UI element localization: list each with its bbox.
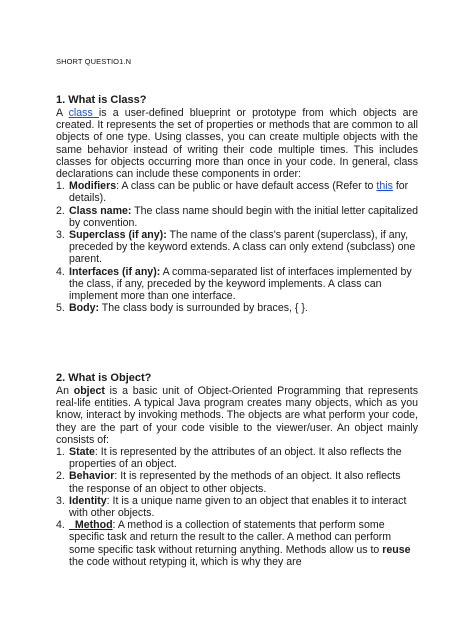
section-heading <box>56 93 418 107</box>
list-item-text: : It is represented by the methods of an object. It also reflects the response of an object to other objects. <box>69 470 401 495</box>
list-item-number: 4. <box>56 519 65 532</box>
list-item <box>56 302 418 314</box>
list-item-text: The name of the class's parent (superclass), if any, preceded by the keyword extends. A class can only extend (subclass) one parent. <box>69 229 416 266</box>
list-item <box>56 229 418 266</box>
list-item-number: 4. <box>56 265 65 278</box>
list-item-number: 2. <box>56 204 65 217</box>
intro-text-start: A <box>56 107 69 119</box>
heading-number: 1. <box>56 94 66 106</box>
intro-bold-term: object <box>73 385 105 397</box>
list-item-label: Class name: <box>69 204 132 217</box>
list-item-number: 1. <box>56 446 65 459</box>
list-item-text-end: for details). <box>69 180 409 205</box>
section-heading <box>56 371 418 385</box>
list-item-number: 1. <box>56 180 65 193</box>
class-components-list <box>56 180 418 314</box>
list-item-text: : It is a unique name given to an object that enables it to interact with other objects. <box>69 494 407 520</box>
intro-text-start: An <box>56 385 74 397</box>
list-item-bold-term: reuse <box>382 543 411 556</box>
list-item <box>56 519 418 568</box>
intro-text: is a basic unit of Object-Oriented Programming that represents real-life entities. A typical Java program creates many objects, which as you know, interact by invoking methods. The objects are what perform your code, they are the part of your code visible to the viewer/user. An object mainly consists of: <box>56 385 418 446</box>
section-intro-paragraph <box>56 107 418 180</box>
list-item-label: Superclass (if any): <box>69 229 167 242</box>
list-item-label: Modifiers <box>69 180 117 193</box>
list-item-label: Identity <box>69 494 107 507</box>
list-item <box>56 470 418 494</box>
list-item <box>56 266 418 303</box>
section-what-is-class <box>56 93 418 314</box>
this-link[interactable]: this <box>376 180 393 193</box>
list-item-text-end: the code without retyping it, which is why they are <box>69 555 302 568</box>
intro-text: is a user-defined blueprint or prototype from which objects are created. It represents the set of properties or methods that are common to all objects of one type. Using classes, you can create multiple objects with the same behavior instead of writing their code multiple times. This includes classes for objects occurring more than once in your code. In general, class declarations can include these components in order: <box>56 107 418 181</box>
document-header: SHORT QUESTIO1.N <box>56 57 132 66</box>
list-item-label: State <box>69 446 95 459</box>
heading-number: 2. <box>56 372 66 384</box>
heading-text: What is Object? <box>65 372 152 384</box>
list-item-text: : A method is a collection of statements that perform some specific task and return the result to the caller. A method can perform some specific task without returning anything. Methods allow us to <box>69 519 392 556</box>
list-item <box>56 180 418 204</box>
list-item <box>56 446 418 470</box>
list-item-number: 2. <box>56 470 65 483</box>
list-item <box>56 205 418 229</box>
object-characteristics-list <box>56 446 418 568</box>
list-item <box>56 495 418 519</box>
list-item-text: A comma-separated list of interfaces implemented by the class, if any, preceded by the keyword implements. A class can implement more than one interface. <box>69 265 412 303</box>
list-item-text: : A class can be public or have default access (Refer to <box>116 180 377 193</box>
list-item-text: : It is represented by the attributes of an object. It also reflects the properties of an object. <box>69 446 402 471</box>
section-what-is-object <box>56 371 418 568</box>
class-link[interactable]: class <box>68 107 99 119</box>
method-link[interactable]: Method <box>69 519 113 532</box>
list-item-number: 5. <box>56 302 65 315</box>
list-item-text: The class name should begin with the initial letter capitalized by convention. <box>69 204 419 229</box>
list-item-label: Body: <box>69 302 100 315</box>
heading-text: What is Class? <box>65 94 147 106</box>
list-item-label: Interfaces (if any): <box>69 265 161 278</box>
section-intro-paragraph <box>56 385 418 446</box>
list-item-label: Behavior <box>69 470 115 483</box>
list-item-number: 3. <box>56 494 65 507</box>
list-item-text: The class body is surrounded by braces, { }. <box>99 302 308 315</box>
list-item-number: 3. <box>56 229 65 242</box>
